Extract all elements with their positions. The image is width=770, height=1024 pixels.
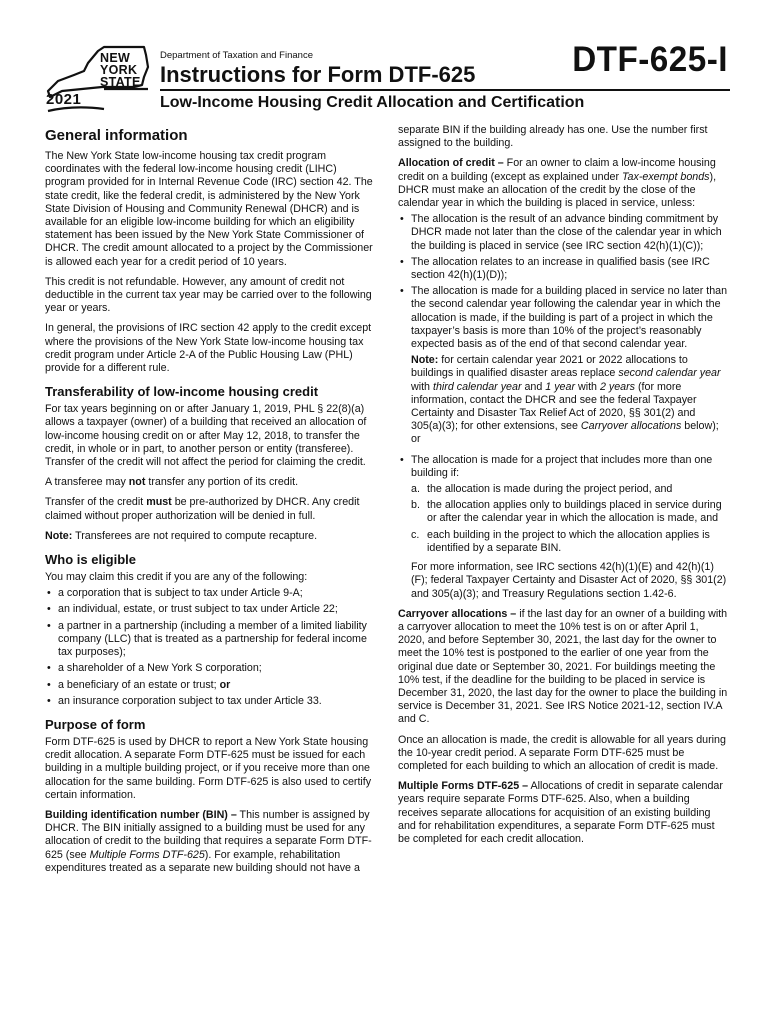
bin-continuation: separate BIN if the building already has one. Use the number first assigned to the building. xyxy=(398,124,708,150)
who-is-eligible-heading: Who is eligible xyxy=(45,552,137,568)
transfer-paragraph-1: For tax years beginning on or after January 1, 2019, PHL § 22(8)(a) allows a taxpayer (owner) of a building that received an allocation of low-income housing credit on or after May 12, 2018, to transfer the credit, in whole or in part, to another person or entity (transferee). Transfer of the credit will not affect the period for claiming the credit. xyxy=(45,403,367,469)
page-header xyxy=(0,0,770,125)
department-name: Department of Taxation and Finance xyxy=(160,50,313,61)
eligible-intro: You may claim this credit if you are any of the following: xyxy=(45,571,308,584)
list-item: • a partner in a partnership (including a member of a limited liability company (LLC) that is treated as a partnership for federal income tax purposes); xyxy=(45,620,375,660)
allocation-list xyxy=(398,213,728,351)
general-information-heading: General information xyxy=(45,127,188,144)
more-information: For more information, see IRC sections 42(h)(1)(E) and 42(h)(1)(F); federal Taxpayer Certainty and Disaster Act of 2020, §§ 301(2) and 305(a)(3); and Treasury Regulations section 1.42-6. xyxy=(411,561,727,600)
page-title: Instructions for Form DTF-625 xyxy=(160,62,476,87)
bin-paragraph: Building identification number (BIN) – This number is assigned by DHCR. The BIN initially assigned to a building must be used for any allocation of credit to the building that requires a separate Form DTF-625 (see Multiple Forms DTF-625). For example, rehabilitation expenditures treated as a separate new building should not have a xyxy=(45,808,372,874)
once-allocation-paragraph: Once an allocation is made, the credit is allowable for all years during the 10-year credit period. A separate Form DTF-625 must be completed for each building to which an allocation of credit is made. xyxy=(398,733,726,772)
right-column xyxy=(398,124,728,853)
disaster-note: Note: for certain calendar year 2021 or 2022 allocations to buildings in qualified disaster areas replace second calendar year with third calendar year and 1 year with 2 years (for more information, contact the DHCR and see the federal Taxpayer Certainty and Disaster Tax Relief Act of 2020, §§ 301(2) and 305(a)(3); for other extensions, see Carryover allocations below); or xyxy=(411,354,721,446)
list-item: c. each building in the project to which the allocation applies is identified by a separate BIN. xyxy=(411,528,710,554)
left-column xyxy=(45,124,375,882)
list-item: a. the allocation is made during the project period, and xyxy=(411,483,673,496)
list-item: • The allocation is made for a project that includes more than one building if: xyxy=(398,454,728,480)
purpose-of-form-heading: Purpose of form xyxy=(45,716,146,732)
general-paragraph-1: The New York State low-income housing tax credit program coordinates with the federal low-income housing credit (LIHC) program provided for in Internal Revenue Code (IRC) section 42. The state credit, like the federal credit, is administered by the New York State Division of Housing and Community Renewal (DHCR) and is available for an eligible low-income building for which an eligibility statement has been issued by the New York State Commissioner of DHCR. The credit amount allocated to a project by the Commissioner is allowed each year for a credit period of 10 years. xyxy=(45,150,373,268)
allocation-list-continued xyxy=(398,454,728,480)
logo-wordmark: NEW YORK STATE xyxy=(100,51,141,89)
carryover-paragraph: Carryover allocations – if the last day for an owner of a building with a carryover allocation to meet the 10% test is on or after April 1, 2020, and before September 30, 2021, the last day for the owner to meet the 10% test is postponed to the earlier of one year from the original due date or September 30, 2021. For buildings meeting the 10% test, if the deadline for the building to be placed in service is December 31, 2020, the last day for the owner to place the building in service is December 31, 2021. See IRS Notice 2021-12, section IV.A and C. xyxy=(398,607,728,726)
list-item: • The allocation is the result of an advance binding commitment by DHCR made not later than the close of the calendar year in which the building is placed in service (see IRC section 42(h)(1)(C)); xyxy=(398,213,728,253)
list-item: b. the allocation applies only to buildings placed in service during or after the calendar year in which the allocation is made, and xyxy=(411,499,722,525)
eligible-list xyxy=(45,587,375,708)
list-item: • a shareholder of a New York S corporation; xyxy=(45,662,375,675)
purpose-paragraph: Form DTF-625 is used by DHCR to report a New York State housing credit allocation. A separate Form DTF-625 must be issued for each building in a multiple building project, or if you receive more than one allocation for the same building. Form DTF-625 is also used to certify certain information. xyxy=(45,735,372,801)
page-subtitle: Low-Income Housing Credit Allocation and Certification xyxy=(160,94,585,111)
list-item: • an individual, estate, or trust subject to tax under Article 22; xyxy=(45,603,375,616)
form-year: 2021 xyxy=(46,91,82,108)
allocation-paragraph: Allocation of credit – For an owner to claim a low-income housing credit on a building (except as explained under Tax-exempt bonds), DHCR must make an allocation of the credit by the close of the calendar year in which the building is placed in service, unless: xyxy=(398,157,717,210)
form-number: DTF-625-I xyxy=(572,40,728,79)
list-item: • a corporation that is subject to tax under Article 9-A; xyxy=(45,587,375,600)
nys-logo xyxy=(44,45,152,115)
general-paragraph-2: This credit is not refundable. However, any amount of credit not deductible in the current tax year may be carried over to the following year or years. xyxy=(45,275,372,315)
project-conditions-list xyxy=(398,483,728,555)
transferability-heading: Transferability of low-income housing credit xyxy=(45,384,319,400)
title-divider xyxy=(160,89,730,91)
list-item: • The allocation is made for a building placed in service no later than the second calendar year following the calendar year in which the allocation is made, if the building is part of a project in which the taxpayer’s basis is more than 10% of the project’s reasonably expected basis as of the end of that second calendar year. xyxy=(398,285,728,351)
list-item: • a beneficiary of an estate or trust; or xyxy=(45,679,375,692)
transfer-note: Note: Transferees are not required to compute recapture. xyxy=(45,529,318,542)
transfer-paragraph-2: A transferee may not transfer any portion of its credit. xyxy=(45,476,299,489)
multiple-forms-paragraph: Multiple Forms DTF-625 – Allocations of credit in separate calendar years require separate Forms DTF-625. Also, when a building receives separate allocations for acquisition of an existing building and for rehabilitation expenditures, a separate Form DTF-625 must be completed for each credit allocation. xyxy=(398,780,723,845)
general-paragraph-3: In general, the provisions of IRC section 42 apply to the credit except where the provisions of the New York State low-income housing tax credit program under Article 2-A of the Public Housing Law (PHL) provide for a different rule. xyxy=(45,322,372,375)
transfer-paragraph-3: Transfer of the credit must be pre-authorized by DHCR. Any credit claimed without proper authorization will be denied in full. xyxy=(45,496,360,522)
list-item: • an insurance corporation subject to tax under Article 33. xyxy=(45,695,375,708)
list-item: • The allocation relates to an increase in qualified basis (see IRC section 42(h)(1)(D)); xyxy=(398,256,728,282)
